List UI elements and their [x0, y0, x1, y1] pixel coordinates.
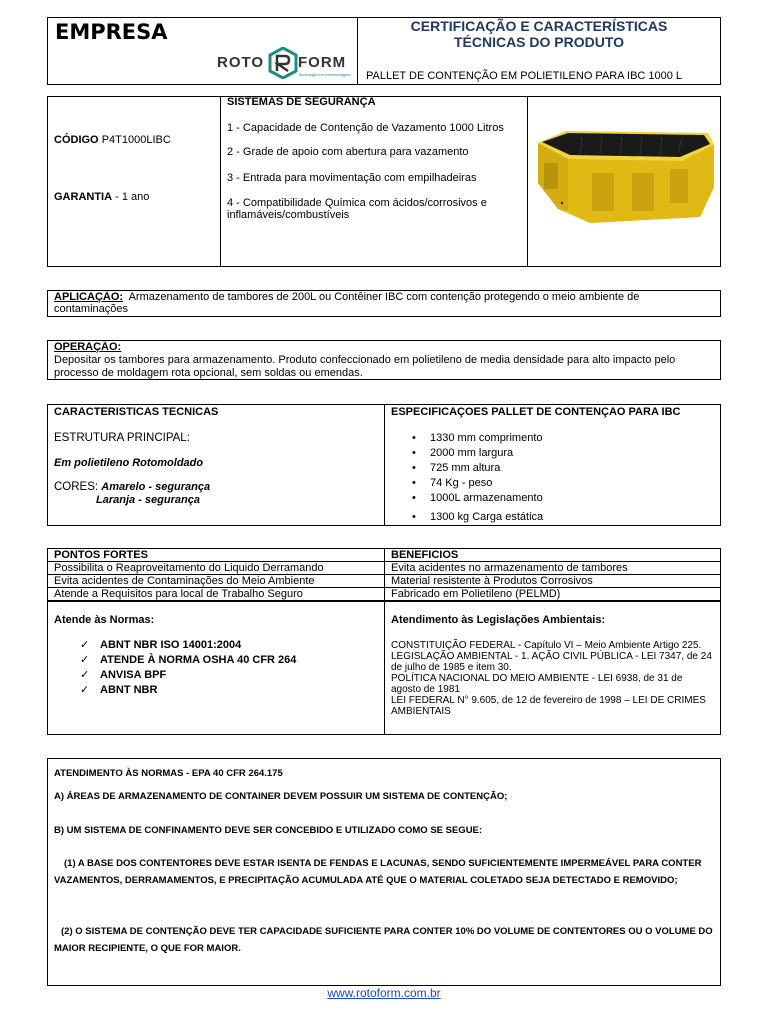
especificacoes-title: ESPECIFICAÇOES PALLET DE CONTENÇAO PARA IBC [391, 406, 681, 418]
table-row: Evita acidentes de Contaminações do Meio Ambiente Material resistente à Produtos Corrosivos [48, 575, 721, 588]
estrutura-value: Em polietileno Rotomoldado [54, 457, 204, 469]
legislacoes-title: Atendimento às Legislações Ambientais: [391, 614, 606, 626]
norma-item: ✓ ABNT NBR ISO 14001:2004 [76, 638, 296, 653]
aplicacao-box: APLICAÇÃO: Armazenamento de tambores de 200L ou Contêiner IBC com contenção protegendo o meio ambiente de contaminações [47, 290, 721, 317]
normas-divider [384, 601, 385, 735]
normas-list [76, 638, 296, 698]
company-name: EMPRESA [55, 20, 168, 44]
norma-item: ✓ ABNT NBR [76, 683, 296, 698]
spec-item: • 2000 mm largura [404, 446, 543, 461]
pallet-image [532, 125, 716, 229]
spec-item: • 1330 mm comprimento [404, 431, 543, 446]
operacao-box: OPERAÇÃO: Depositar os tambores para armazenamento. Produto confeccionado em polietileno de media densidade para alto impacto pelo processo de moldagem rota opcional, sem soldas ou emendas. [47, 340, 721, 380]
norma-item: ✓ ATENDE À NORMA OSHA 40 CFR 264 [76, 653, 296, 668]
product-divider-1 [220, 96, 221, 267]
safety-item-2: 2 - Grade de apoio com abertura para vazamento [227, 146, 469, 158]
caracteristicas-title: CARACTERISTICAS TECNICAS [54, 406, 219, 418]
norma-item: ✓ ANVISA BPF [76, 668, 296, 683]
table-row: Atende a Requisitos para local de Trabalho Seguro Fabricado em Polietileno (PELMD) [48, 588, 721, 601]
codigo-field: CÓDIGO P4T1000LIBC [54, 134, 171, 146]
spec-item: • 74 Kg - peso [404, 476, 543, 491]
table-row: Possibilita o Reaproveitamento do Liquido Derramando Evita acidentes no armazenamento de tambores [48, 562, 721, 575]
garantia-field: GARANTIA - 1 ano [54, 191, 150, 203]
pontos-table [47, 548, 721, 601]
normas-title: Atende às Normas: [54, 614, 155, 626]
safety-title: SISTEMAS DE SEGURANÇA [227, 96, 376, 108]
logo-mark-icon [268, 47, 298, 79]
spec-item: • 1000L armazenamento [404, 491, 543, 506]
product-divider-2 [527, 96, 528, 267]
especificacoes-list [404, 431, 543, 525]
beneficios-header: BENEFICIOS [385, 549, 721, 562]
safety-item-4: 4 - Compatibilidade Química com ácidos/corrosivos e inflamáveis/combustíveis [227, 197, 487, 221]
estrutura-label: ESTRUTURA PRINCIPAL: [54, 432, 190, 444]
epa-item-b1: (1) A BASE DOS CONTENTORES DEVE ESTAR ISENTA DE FENDAS E LACUNAS, SENDO SUFICIENTEMENTE IMPERMEÁVEL PARA CONTER VAZAMENTOS, DERRAMAMENTOS, E PRECIPITAÇÃO ACUMULADA ATÉ QUE O MATERIAL COLETADO SEJA DETECTADO E REMOVIDO; [54, 858, 702, 886]
footer-link[interactable]: www.rotoform.com.br [327, 986, 441, 1000]
table-header-row [48, 549, 721, 562]
doc-subtitle: PALLET DE CONTENÇÃO EM POLIETILENO PARA IBC 1000 L [366, 70, 683, 82]
doc-title: CERTIFICAÇÃO E CARACTERÍSTICAS TÉCNICAS DO PRODUTO [410, 18, 668, 50]
epa-item-b: B) UM SISTEMA DE CONFINAMENTO DEVE SER CONCEBIDO E UTILIZADO COMO SE SEGUE: [54, 825, 483, 836]
pontos-header: PONTOS FORTES [48, 549, 385, 562]
legislacoes-text: CONSTITUIÇÃO FEDERAL - Capítulo VI – Meio Ambiente Artigo 225. LEGISLAÇÃO AMBIENTAL - 1. AÇÃO CIVIL PÚBLICA - LEI 7347, de 24 de julho de 1985 e item 30. POLÍTICA NACIONAL DO MEIO AMBIENTE - LEI 6938, de 31 de agosto de 1981 LEI FEDERAL N° 9.605, de 12 de fevereiro de 1998 – LEI DE CRIMES AMBIENTAIS [391, 640, 712, 717]
cores-value-2: Laranja - segurança [96, 494, 200, 506]
epa-item-a: A) ÁREAS DE ARMAZENAMENTO DE CONTAINER DEVEM POSSUIR UM SISTEMA DE CONTENÇÃO; [54, 791, 508, 802]
spec-item: • 1300 kg Carga estática [404, 510, 543, 525]
epa-title: ATENDIMENTO ÀS NORMAS - EPA 40 CFR 264.175 [54, 768, 283, 779]
cores-field: CORES: Amarelo - segurança [54, 481, 211, 493]
rotoform-logo: ROTO FORM tecnologia em rotomoldagem [217, 50, 357, 80]
safety-item-3: 3 - Entrada para movimentação com empilhadeiras [227, 172, 477, 184]
safety-item-1: 1 - Capacidade de Contenção de Vazamento 1000 Litros [227, 122, 504, 134]
spec-item: • 725 mm altura [404, 461, 543, 476]
caracteristicas-divider [384, 404, 385, 526]
epa-item-b2: (2) O SISTEMA DE CONTENÇÃO DEVE TER CAPACIDADE SUFICIENTE PARA CONTER 10% DO VOLUME DE CONTENTORES OU O VOLUME DO MAIOR RECIPIENTE, O QUE FOR MAIOR. [54, 926, 713, 954]
